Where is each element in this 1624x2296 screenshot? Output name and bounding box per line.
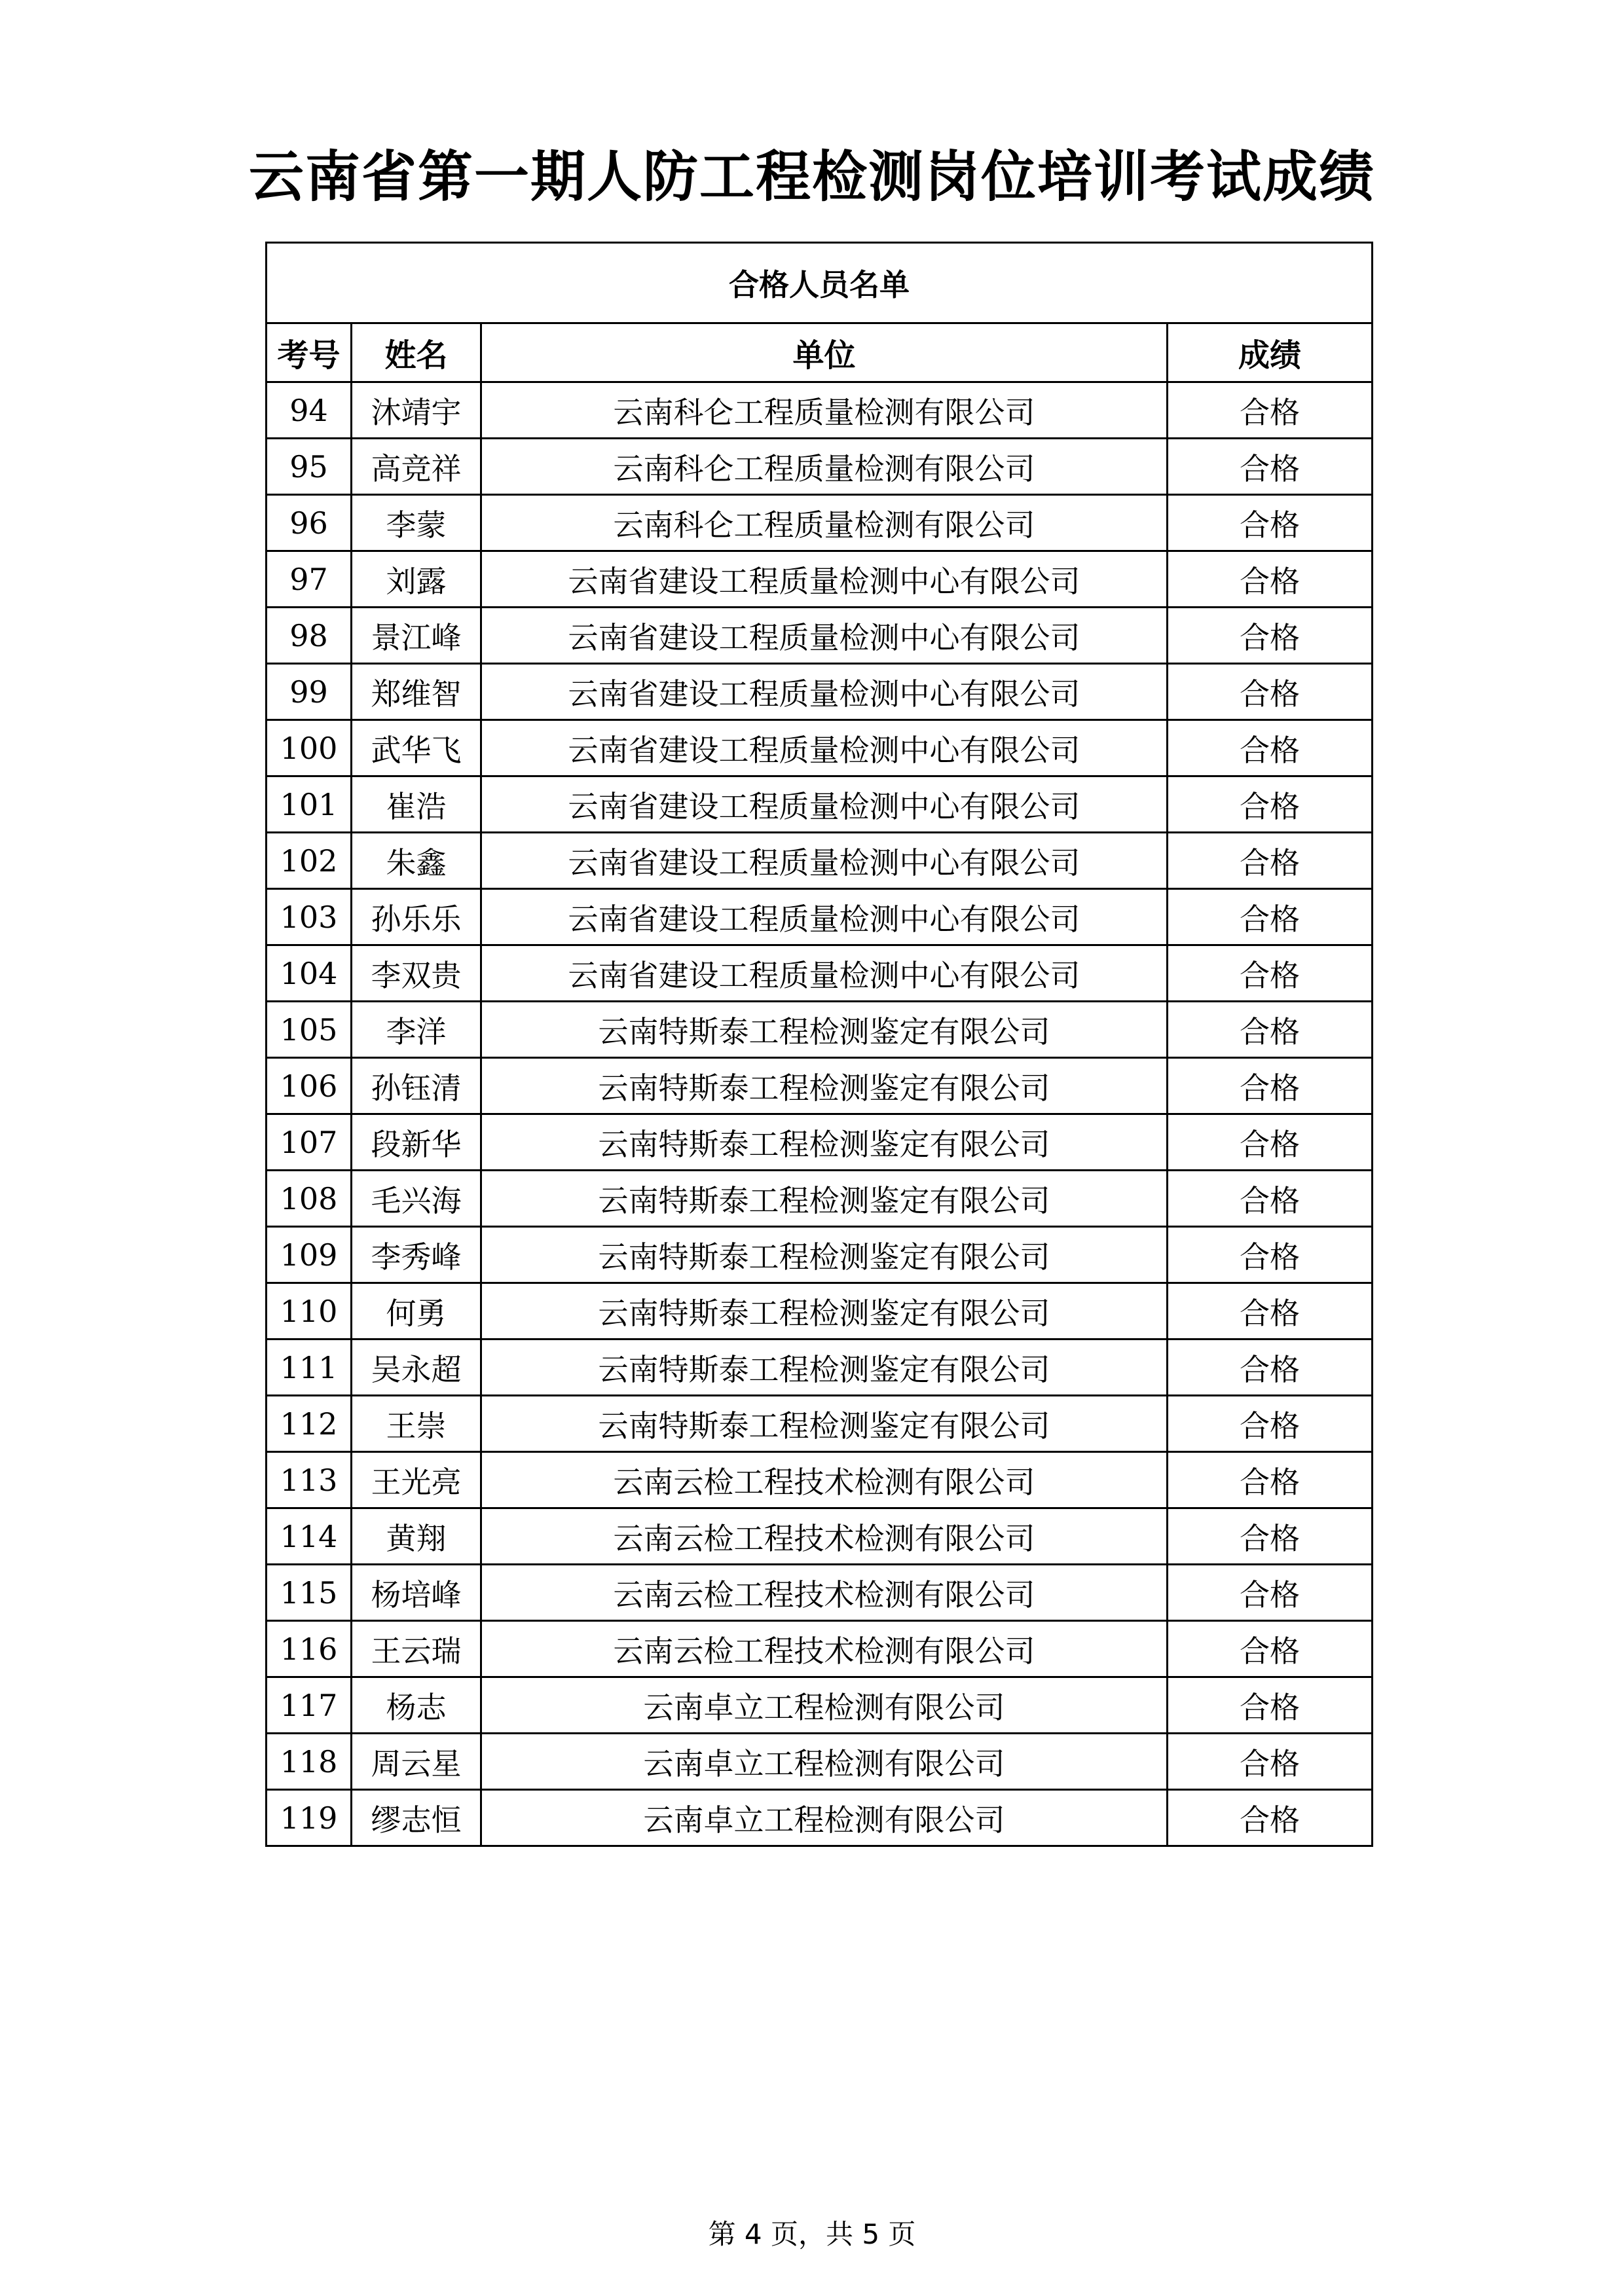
cell-name: 黄翔 (352, 1508, 481, 1565)
table-row (267, 1114, 1373, 1171)
table-row (267, 776, 1373, 833)
cell-name: 沐靖宇 (352, 382, 481, 439)
column-header-id: 考号 (267, 323, 352, 382)
cell-unit: 云南省建设工程质量检测中心有限公司 (481, 664, 1168, 720)
cell-name: 王云瑞 (352, 1621, 481, 1677)
cell-name: 李双贵 (352, 945, 481, 1002)
cell-id: 107 (267, 1114, 352, 1171)
cell-name: 刘露 (352, 551, 481, 608)
table-row (267, 1734, 1373, 1790)
table-row (267, 495, 1373, 551)
cell-result: 合格 (1168, 664, 1373, 720)
cell-id: 116 (267, 1621, 352, 1677)
table-row (267, 1621, 1373, 1677)
table-row (267, 1790, 1373, 1846)
cell-name: 杨志 (352, 1677, 481, 1734)
table-row (267, 1565, 1373, 1621)
table-row (267, 889, 1373, 945)
cell-id: 106 (267, 1058, 352, 1114)
cell-name: 何勇 (352, 1283, 481, 1339)
cell-unit: 云南科仑工程质量检测有限公司 (481, 495, 1168, 551)
cell-id: 114 (267, 1508, 352, 1565)
cell-name: 杨培峰 (352, 1565, 481, 1621)
table-header-row (267, 323, 1373, 382)
cell-id: 113 (267, 1452, 352, 1508)
table-row (267, 1339, 1373, 1396)
cell-result: 合格 (1168, 1790, 1373, 1846)
cell-id: 118 (267, 1734, 352, 1790)
table-row (267, 551, 1373, 608)
cell-result: 合格 (1168, 1621, 1373, 1677)
cell-result: 合格 (1168, 833, 1373, 889)
cell-unit: 云南特斯泰工程检测鉴定有限公司 (481, 1114, 1168, 1171)
cell-name: 李洋 (352, 1002, 481, 1058)
table-row (267, 1283, 1373, 1339)
cell-result: 合格 (1168, 1452, 1373, 1508)
table-row (267, 1227, 1373, 1283)
cell-id: 101 (267, 776, 352, 833)
cell-unit: 云南特斯泰工程检测鉴定有限公司 (481, 1339, 1168, 1396)
cell-result: 合格 (1168, 495, 1373, 551)
cell-id: 96 (267, 495, 352, 551)
cell-unit: 云南云检工程技术检测有限公司 (481, 1621, 1168, 1677)
cell-id: 104 (267, 945, 352, 1002)
cell-id: 117 (267, 1677, 352, 1734)
page-footer: 第 4 页，共 5 页 (708, 2218, 916, 2250)
cell-unit: 云南特斯泰工程检测鉴定有限公司 (481, 1227, 1168, 1283)
cell-id: 99 (267, 664, 352, 720)
cell-unit: 云南卓立工程检测有限公司 (481, 1734, 1168, 1790)
cell-unit: 云南云检工程技术检测有限公司 (481, 1452, 1168, 1508)
cell-unit: 云南省建设工程质量检测中心有限公司 (481, 833, 1168, 889)
cell-result: 合格 (1168, 1677, 1373, 1734)
cell-name: 李秀峰 (352, 1227, 481, 1283)
cell-id: 105 (267, 1002, 352, 1058)
cell-result: 合格 (1168, 1058, 1373, 1114)
table-row (267, 1171, 1373, 1227)
cell-name: 崔浩 (352, 776, 481, 833)
cell-unit: 云南特斯泰工程检测鉴定有限公司 (481, 1171, 1168, 1227)
table-row (267, 664, 1373, 720)
cell-result: 合格 (1168, 1227, 1373, 1283)
cell-unit: 云南特斯泰工程检测鉴定有限公司 (481, 1058, 1168, 1114)
cell-unit: 云南特斯泰工程检测鉴定有限公司 (481, 1283, 1168, 1339)
cell-id: 112 (267, 1396, 352, 1452)
table-row (267, 1508, 1373, 1565)
table-row (267, 1396, 1373, 1452)
cell-id: 108 (267, 1171, 352, 1227)
cell-unit: 云南科仑工程质量检测有限公司 (481, 439, 1168, 495)
table-row (267, 1452, 1373, 1508)
cell-result: 合格 (1168, 889, 1373, 945)
cell-result: 合格 (1168, 1283, 1373, 1339)
cell-name: 王光亮 (352, 1452, 481, 1508)
cell-name: 景江峰 (352, 608, 481, 664)
cell-id: 115 (267, 1565, 352, 1621)
cell-name: 高竞祥 (352, 439, 481, 495)
table-row (267, 833, 1373, 889)
cell-name: 周云星 (352, 1734, 481, 1790)
cell-unit: 云南卓立工程检测有限公司 (481, 1677, 1168, 1734)
cell-id: 109 (267, 1227, 352, 1283)
cell-unit: 云南省建设工程质量检测中心有限公司 (481, 776, 1168, 833)
results-table (265, 242, 1373, 1847)
cell-result: 合格 (1168, 551, 1373, 608)
cell-name: 吴永超 (352, 1339, 481, 1396)
document-title: 云南省第一期人防工程检测岗位培训考试成绩 (248, 144, 1375, 209)
cell-id: 94 (267, 382, 352, 439)
cell-unit: 云南省建设工程质量检测中心有限公司 (481, 889, 1168, 945)
cell-unit: 云南科仑工程质量检测有限公司 (481, 382, 1168, 439)
cell-result: 合格 (1168, 608, 1373, 664)
cell-id: 102 (267, 833, 352, 889)
cell-unit: 云南省建设工程质量检测中心有限公司 (481, 608, 1168, 664)
cell-result: 合格 (1168, 382, 1373, 439)
cell-result: 合格 (1168, 720, 1373, 776)
cell-id: 95 (267, 439, 352, 495)
cell-id: 119 (267, 1790, 352, 1846)
cell-result: 合格 (1168, 1508, 1373, 1565)
cell-id: 97 (267, 551, 352, 608)
table-row (267, 945, 1373, 1002)
cell-id: 98 (267, 608, 352, 664)
cell-unit: 云南省建设工程质量检测中心有限公司 (481, 551, 1168, 608)
cell-result: 合格 (1168, 776, 1373, 833)
cell-id: 100 (267, 720, 352, 776)
table-body (267, 382, 1373, 1846)
column-header-unit: 单位 (481, 323, 1168, 382)
table-row (267, 720, 1373, 776)
cell-name: 孙钰清 (352, 1058, 481, 1114)
table-row (267, 439, 1373, 495)
cell-name: 孙乐乐 (352, 889, 481, 945)
table-row (267, 382, 1373, 439)
cell-id: 111 (267, 1339, 352, 1396)
cell-result: 合格 (1168, 1734, 1373, 1790)
column-header-result: 成绩 (1168, 323, 1373, 382)
cell-id: 103 (267, 889, 352, 945)
cell-result: 合格 (1168, 1002, 1373, 1058)
cell-name: 李蒙 (352, 495, 481, 551)
cell-unit: 云南省建设工程质量检测中心有限公司 (481, 720, 1168, 776)
cell-name: 缪志恒 (352, 1790, 481, 1846)
cell-unit: 云南省建设工程质量检测中心有限公司 (481, 945, 1168, 1002)
table-row (267, 1677, 1373, 1734)
table-row (267, 1002, 1373, 1058)
table-caption: 合格人员名单 (267, 243, 1373, 323)
cell-name: 毛兴海 (352, 1171, 481, 1227)
cell-unit: 云南云检工程技术检测有限公司 (481, 1508, 1168, 1565)
cell-unit: 云南特斯泰工程检测鉴定有限公司 (481, 1002, 1168, 1058)
cell-name: 段新华 (352, 1114, 481, 1171)
table-row (267, 1058, 1373, 1114)
cell-result: 合格 (1168, 1114, 1373, 1171)
cell-name: 郑维智 (352, 664, 481, 720)
cell-name: 朱鑫 (352, 833, 481, 889)
cell-result: 合格 (1168, 439, 1373, 495)
cell-id: 110 (267, 1283, 352, 1339)
cell-result: 合格 (1168, 1565, 1373, 1621)
table-caption-row (267, 243, 1373, 323)
cell-name: 武华飞 (352, 720, 481, 776)
column-header-name: 姓名 (352, 323, 481, 382)
table-row (267, 608, 1373, 664)
cell-name: 王崇 (352, 1396, 481, 1452)
cell-result: 合格 (1168, 1339, 1373, 1396)
cell-unit: 云南特斯泰工程检测鉴定有限公司 (481, 1396, 1168, 1452)
cell-result: 合格 (1168, 1396, 1373, 1452)
cell-result: 合格 (1168, 945, 1373, 1002)
cell-unit: 云南云检工程技术检测有限公司 (481, 1565, 1168, 1621)
cell-result: 合格 (1168, 1171, 1373, 1227)
cell-unit: 云南卓立工程检测有限公司 (481, 1790, 1168, 1846)
